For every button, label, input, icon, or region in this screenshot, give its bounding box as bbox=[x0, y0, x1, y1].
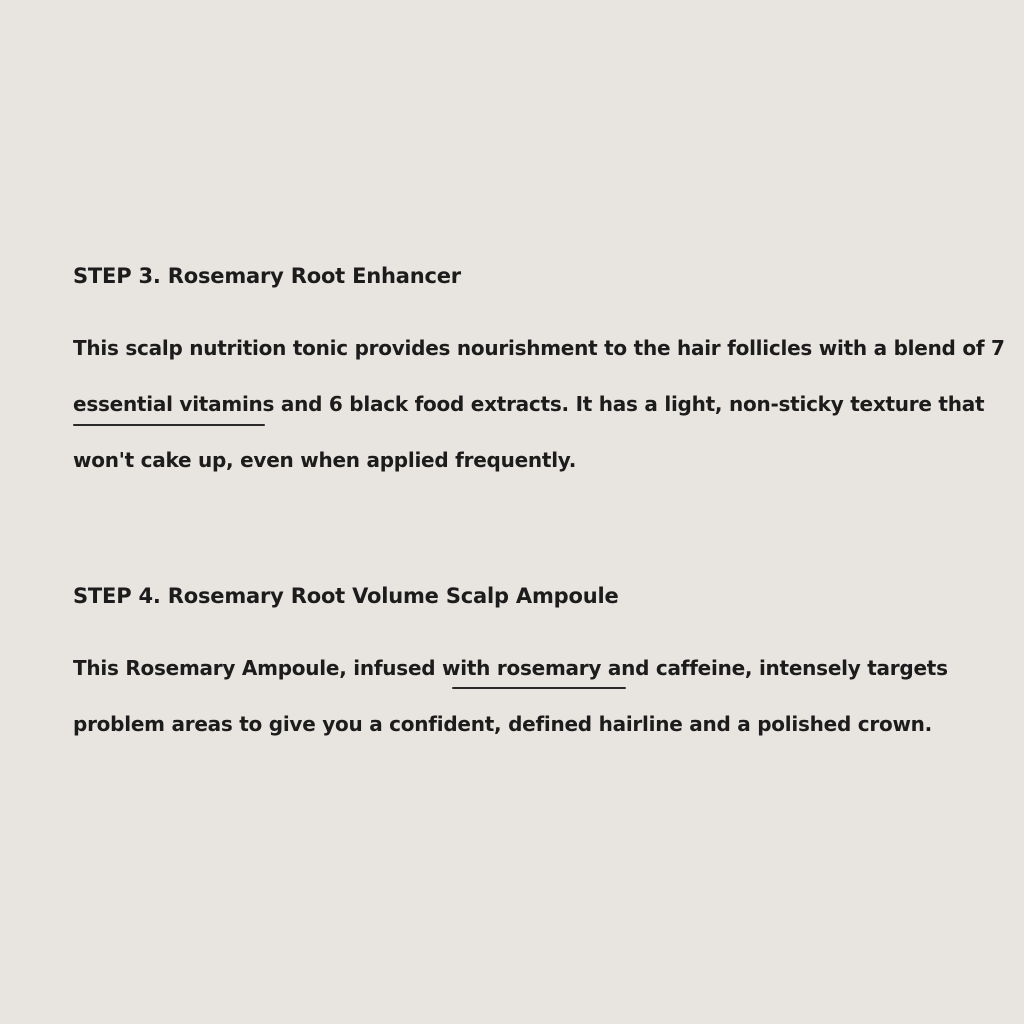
highlight-underline bbox=[452, 687, 626, 689]
step-3-title: STEP 3. Rosemary Root Enhancer bbox=[73, 264, 461, 288]
step-3-line-3: won't cake up, even when applied frequently. bbox=[73, 448, 577, 472]
step-4-section bbox=[73, 582, 1008, 766]
step-3-line-1: This scalp nutrition tonic provides nourishment to the hair follicles with a blend of 7 bbox=[73, 336, 1005, 360]
step-4-line-2: problem areas to give you a confident, defined hairline and a polished crown. bbox=[73, 712, 933, 736]
step-4-line-1: This Rosemary Ampoule, infused with rosemary and caffeine, intensely targets bbox=[73, 656, 948, 680]
step-3-section bbox=[73, 262, 1008, 502]
step-3-description bbox=[73, 334, 1008, 502]
step-4-title: STEP 4. Rosemary Root Volume Scalp Ampoule bbox=[73, 584, 619, 608]
highlight-underline bbox=[73, 424, 265, 426]
step-3-line-2: essential vitamins and 6 black food extracts. It has a light, non-sticky texture that bbox=[73, 392, 985, 416]
step-4-description bbox=[73, 654, 1008, 766]
